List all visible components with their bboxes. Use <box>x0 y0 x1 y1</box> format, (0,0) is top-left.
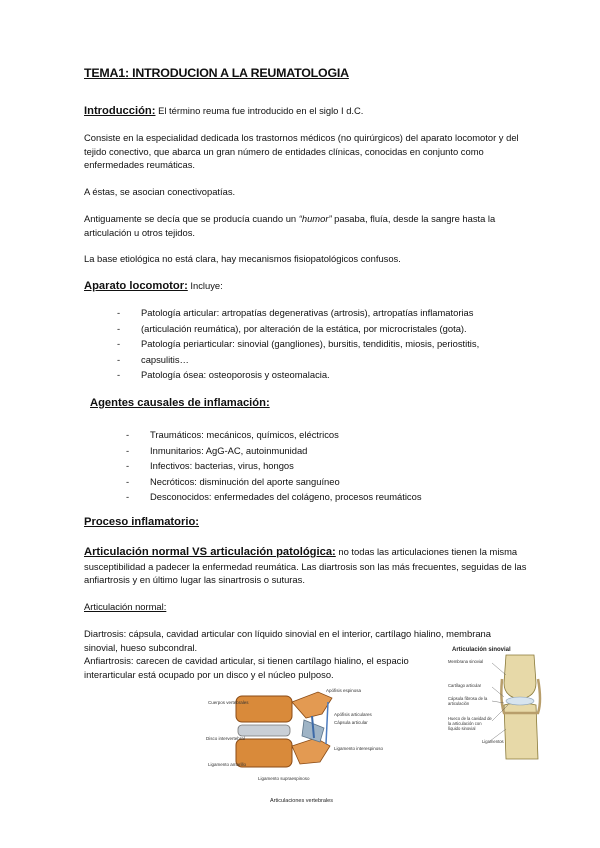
locomotor-item: - Patología ósea: osteoporosis y osteomalacia. <box>117 367 537 383</box>
intro-paragraph-3 <box>84 212 524 239</box>
locomotor-list <box>117 305 537 383</box>
fig-syn-label-4: Ligamentos <box>482 739 504 744</box>
locomotor-lead: Incluye: <box>190 280 223 291</box>
locomotor-item: - (articulación reumática), por alteración de la estática, por microcristales (gota). <box>117 321 537 337</box>
agentes-item: - Desconocidos: enfermedades del colágeno, procesos reumáticos <box>126 489 526 505</box>
fig-vert-label-0: Cuerpos vertebrales <box>208 700 249 705</box>
fig-vert-label-1: Disco intervertebral <box>206 736 245 741</box>
spinous-process-lower <box>292 738 330 764</box>
locomotor-item: - capsulitis… <box>117 352 537 368</box>
agentes-item: - Infectivos: bacterias, virus, hongos <box>126 458 526 474</box>
locomotor-line <box>84 279 524 294</box>
p3-emphasis: “humor” <box>298 213 332 224</box>
intro-lead: El término reuma fue introducido en el siglo I d.C. <box>158 105 364 116</box>
joint-cavity <box>506 697 534 705</box>
intro-paragraph-2: A éstas, se asocian conectivopatías. <box>84 186 236 197</box>
locomotor-item: - Patología periarticular: sinovial (gangliones), bursitis, tendiditis, miosis, periostitis, <box>117 336 537 352</box>
agentes-list <box>126 427 526 505</box>
articulacion-paragraph <box>84 545 530 587</box>
fig-vert-label-4: Apófisis articulares <box>334 712 372 717</box>
spinous-process-upper <box>292 692 332 718</box>
synovial-figure <box>446 643 554 761</box>
p3-part-a: Antiguamente se decía que se producía cuando un <box>84 213 299 224</box>
fig-syn-label-1: Cartílago articular <box>448 683 482 688</box>
agentes-item: - Necróticos: disminución del aporte sanguíneo <box>126 474 526 490</box>
agentes-item: - Inmunitarios: AgG-AC, autoinmunidad <box>126 443 526 459</box>
fig-syn-label-0: Membrana sinovial <box>448 659 484 664</box>
articulacion-heading: Articulación normal VS articulación patológica: <box>84 546 336 558</box>
diartrosis-text: Diartrosis: cápsula, cavidad articular con líquido sinovial en el interior, cartílago hialino, membrana sinovial, hueso subcondral. <box>84 628 491 653</box>
fig-syn-label-2-wrap <box>448 696 492 716</box>
intro-line <box>84 104 524 119</box>
agentes-heading: Agentes causales de inflamación: <box>90 397 270 409</box>
agentes-item: - Traumáticos: mecánicos, químicos, eléctricos <box>126 427 526 443</box>
upper-bone <box>504 655 536 699</box>
fig-vert-caption: Articulaciones vertebrales <box>270 798 333 804</box>
articulacion-normal-subheading: Articulación normal: <box>84 601 167 612</box>
intervertebral-disc <box>238 725 290 736</box>
anfiartrosis-text: Anfiartrosis: carecen de cavidad articular, si tienen cartílago hialino, el espacio interarticular está ocupado por un disco y el núcleo pulposo. <box>84 655 409 680</box>
fig-syn-label-3: Hueco de la cavidad de la articulación con líquido sinovial <box>448 716 492 731</box>
intro-paragraph-1: Consiste en la especialidad dedicada los trastornos médicos (no quirúrgicos) del aparato locomotor y del tejido conectivo, que abarca un gran número de entidades clínicas, conocidas en conjunto como enfermedades reumáticas. <box>84 132 519 171</box>
fig-syn-title: Articulación sinovial <box>452 647 511 653</box>
intro-heading: Introducción: <box>84 105 156 117</box>
articulacion-text: no todas las articulaciones tienen la misma susceptibilidad a padecer la enfermedad reumática. Las diartrosis son las más frecuentes, seguidas de las anfiartrosis y en último lugar las sinartrosis o suturas. <box>84 546 527 586</box>
lower-bone <box>504 703 538 759</box>
locomotor-item: - Patología articular: artropatías degenerativas (artrosis), artropatías inflamatorias <box>117 305 537 321</box>
fig-vert-label-7: Ligamento supraespinoso <box>258 776 310 781</box>
fig-vert-label-5: Cápsula articular <box>334 720 368 725</box>
proceso-heading: Proceso inflamatorio: <box>84 516 200 528</box>
p3-part-b: pasaba, fluía, desde la sangre hasta la articulación u otros tejidos. <box>84 213 496 238</box>
page-title: TEMA1: INTRODUCION A LA REUMATOLOGIA <box>84 66 349 80</box>
fig-syn-label-2: Cápsula fibrosa de la articulación <box>448 696 488 706</box>
vertebral-figure <box>200 688 384 806</box>
fig-vert-label-2: Ligamento amarillo <box>208 762 247 767</box>
fig-vert-label-3: Apófisis espinosa <box>326 688 362 693</box>
intro-paragraph-4: La base etiológica no está clara, hay mecanismos fisiopatológicos confusos. <box>84 253 401 264</box>
interspinous-ligament <box>326 702 328 744</box>
fig-vert-label-6: Ligamento interespinoso <box>334 746 384 751</box>
locomotor-heading: Aparato locomotor: <box>84 280 188 292</box>
